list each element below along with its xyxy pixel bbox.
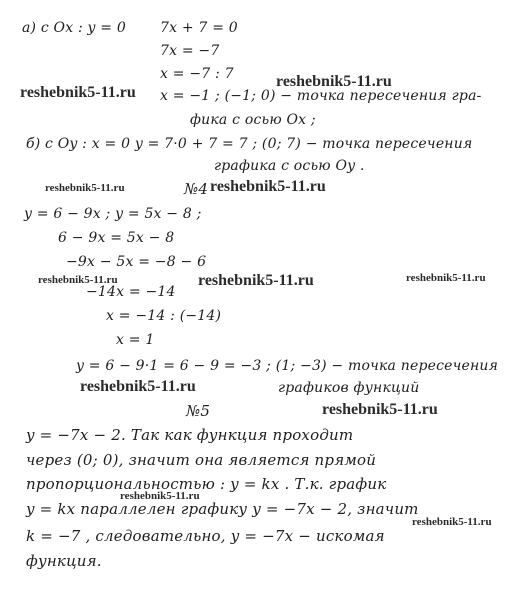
- part-a-eq5: фика с осью Ox ;: [190, 112, 316, 128]
- watermark: reshebnik5-11.ru: [120, 490, 200, 502]
- part-b-line1: б) с Oy : x = 0 y = 7·0 + 7 = 7 ; (0; 7) − точка пересечения: [26, 136, 473, 152]
- watermark: reshebnik5-11.ru: [80, 378, 196, 395]
- part-a-eq2: 7x = −7: [160, 43, 220, 59]
- task5-line1: y = −7x − 2. Так как функция проходит: [26, 426, 354, 444]
- task5-line6: функция.: [26, 552, 102, 570]
- task4-result2: графиков функций: [278, 380, 420, 396]
- task4-system: y = 6 − 9x ; y = 5x − 8 ;: [24, 206, 202, 222]
- task5-number: №5: [186, 402, 211, 420]
- task4-number: №4: [184, 180, 209, 198]
- task4-step3: −14x = −14: [86, 284, 176, 300]
- watermark: reshebnik5-11.ru: [198, 272, 314, 289]
- task4-step2: −9x − 5x = −8 − 6: [66, 254, 207, 270]
- part-a-label: а) с Ox : y = 0: [22, 20, 126, 36]
- watermark: reshebnik5-11.ru: [412, 516, 492, 528]
- task4-step1: 6 − 9x = 5x − 8: [58, 230, 175, 246]
- watermark: reshebnik5-11.ru: [322, 401, 438, 418]
- watermark: reshebnik5-11.ru: [38, 274, 118, 286]
- watermark: reshebnik5-11.ru: [20, 84, 136, 101]
- watermark: reshebnik5-11.ru: [276, 73, 392, 90]
- task4-step4: x = −14 : (−14): [106, 308, 222, 324]
- part-a-eq1: 7x + 7 = 0: [160, 20, 238, 36]
- watermark: reshebnik5-11.ru: [210, 178, 326, 195]
- part-a-eq3: x = −7 : 7: [160, 66, 234, 82]
- task4-step5: x = 1: [116, 332, 155, 348]
- task5-line2: через (0; 0), значит она является прямой: [26, 451, 377, 469]
- part-a-eq4: x = −1 ; (−1; 0) − точка пересечения гра-: [160, 88, 482, 104]
- watermark: reshebnik5-11.ru: [406, 272, 486, 284]
- part-b-line2: графика с осью Oy .: [214, 158, 365, 174]
- task4-result1: y = 6 − 9·1 = 6 − 9 = −3 ; (1; −3) − точка пересечения: [76, 358, 499, 374]
- task5-line5: k = −7 , следовательно, y = −7x − искомая: [26, 527, 385, 545]
- task5-line3: пропорциональностью : y = kx . Т.к. график: [26, 475, 387, 493]
- watermark: reshebnik5-11.ru: [45, 182, 125, 194]
- task5-line4: y = kx параллелен графику y = −7x − 2, значит: [26, 500, 419, 518]
